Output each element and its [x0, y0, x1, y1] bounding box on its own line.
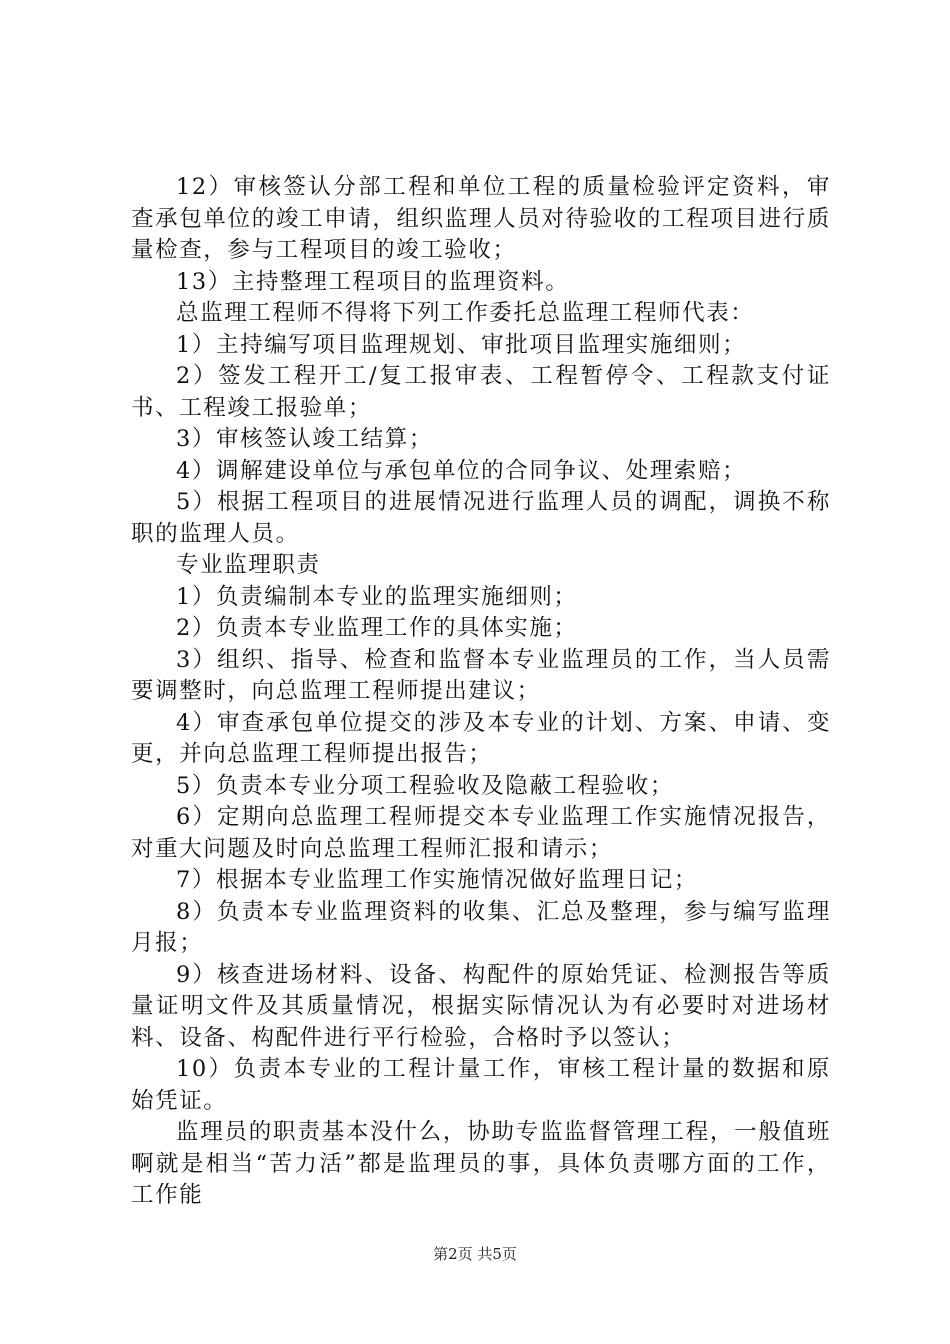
page-number-footer: 第2页 共5页	[433, 1245, 517, 1263]
paragraph-specialty-6: 6）定期向总监理工程师提交本专业监理工作实施情况报告，对重大问题及时向总监理工程师汇报和请示；	[131, 804, 831, 862]
paragraph-inspector-duties: 监理员的职责基本没什么，协助专监监督管理工程，一般值班啊就是相当“苦力活”都是监理员的事，具体负责哪方面的工作，工作能	[131, 1119, 831, 1208]
paragraph-non-delegable-5: 5）根据工程项目的进展情况进行监理人员的调配，调换不称职的监理人员。	[131, 489, 831, 547]
paragraph-specialty-10: 10）负责本专业的工程计量工作，审核工程计量的数据和原始凭证。	[131, 1056, 831, 1114]
paragraph-non-delegable-intro: 总监理工程师不得将下列工作委托总监理工程师代表：	[176, 300, 755, 326]
paragraph-specialty-9: 9）核查进场材料、设备、构配件的原始凭证、检测报告等质量证明文件及其质量情况，根据实际情况认为有必要时对进场材料、设备、构配件进行平行检验，合格时予以签认；	[131, 961, 831, 1051]
document-body	[131, 172, 831, 1212]
paragraph-non-delegable-2: 2）签发工程开工/复工报审表、工程暂停令、工程款支付证书、工程竣工报验单；	[131, 363, 831, 421]
paragraph-12: 12）审核签认分部工程和单位工程的质量检验评定资料，审查承包单位的竣工申请，组织监理人员对待验收的工程项目进行质量检查，参与工程项目的竣工验收；	[131, 174, 831, 263]
paragraph-non-delegable-1: 1）主持编写项目监理规划、审批项目监理实施细则；	[176, 331, 747, 358]
paragraph-specialty-2: 2）负责本专业监理工作的具体实施；	[176, 615, 578, 641]
paragraph-specialty-1: 1）负责编制本专业的监理实施细则；	[176, 583, 578, 610]
paragraph-non-delegable-3: 3）审核签认竣工结算；	[176, 426, 433, 452]
paragraph-13: 13）主持整理工程项目的监理资料。	[176, 268, 570, 295]
paragraph-specialty-3: 3）组织、指导、检查和监督本专业监理员的工作，当人员需要调整时，向总监理工程师提出建议；	[131, 646, 831, 704]
paragraph-specialty-7: 7）根据本专业监理工作实施情况做好监理日记；	[176, 867, 699, 893]
paragraph-non-delegable-4: 4）调解建设单位与承包单位的合同争议、处理索赔；	[176, 457, 747, 484]
paragraph-specialty-8: 8）负责本专业监理资料的收集、汇总及整理，参与编写监理月报；	[131, 898, 831, 956]
section-heading-specialty-duties: 专业监理职责	[176, 552, 321, 578]
paragraph-specialty-4: 4）审查承包单位提交的涉及本专业的计划、方案、申请、变更，并向总监理工程师提出报告；	[131, 709, 831, 767]
paragraph-specialty-5: 5）负责本专业分项工程验收及隐蔽工程验收；	[176, 772, 674, 799]
